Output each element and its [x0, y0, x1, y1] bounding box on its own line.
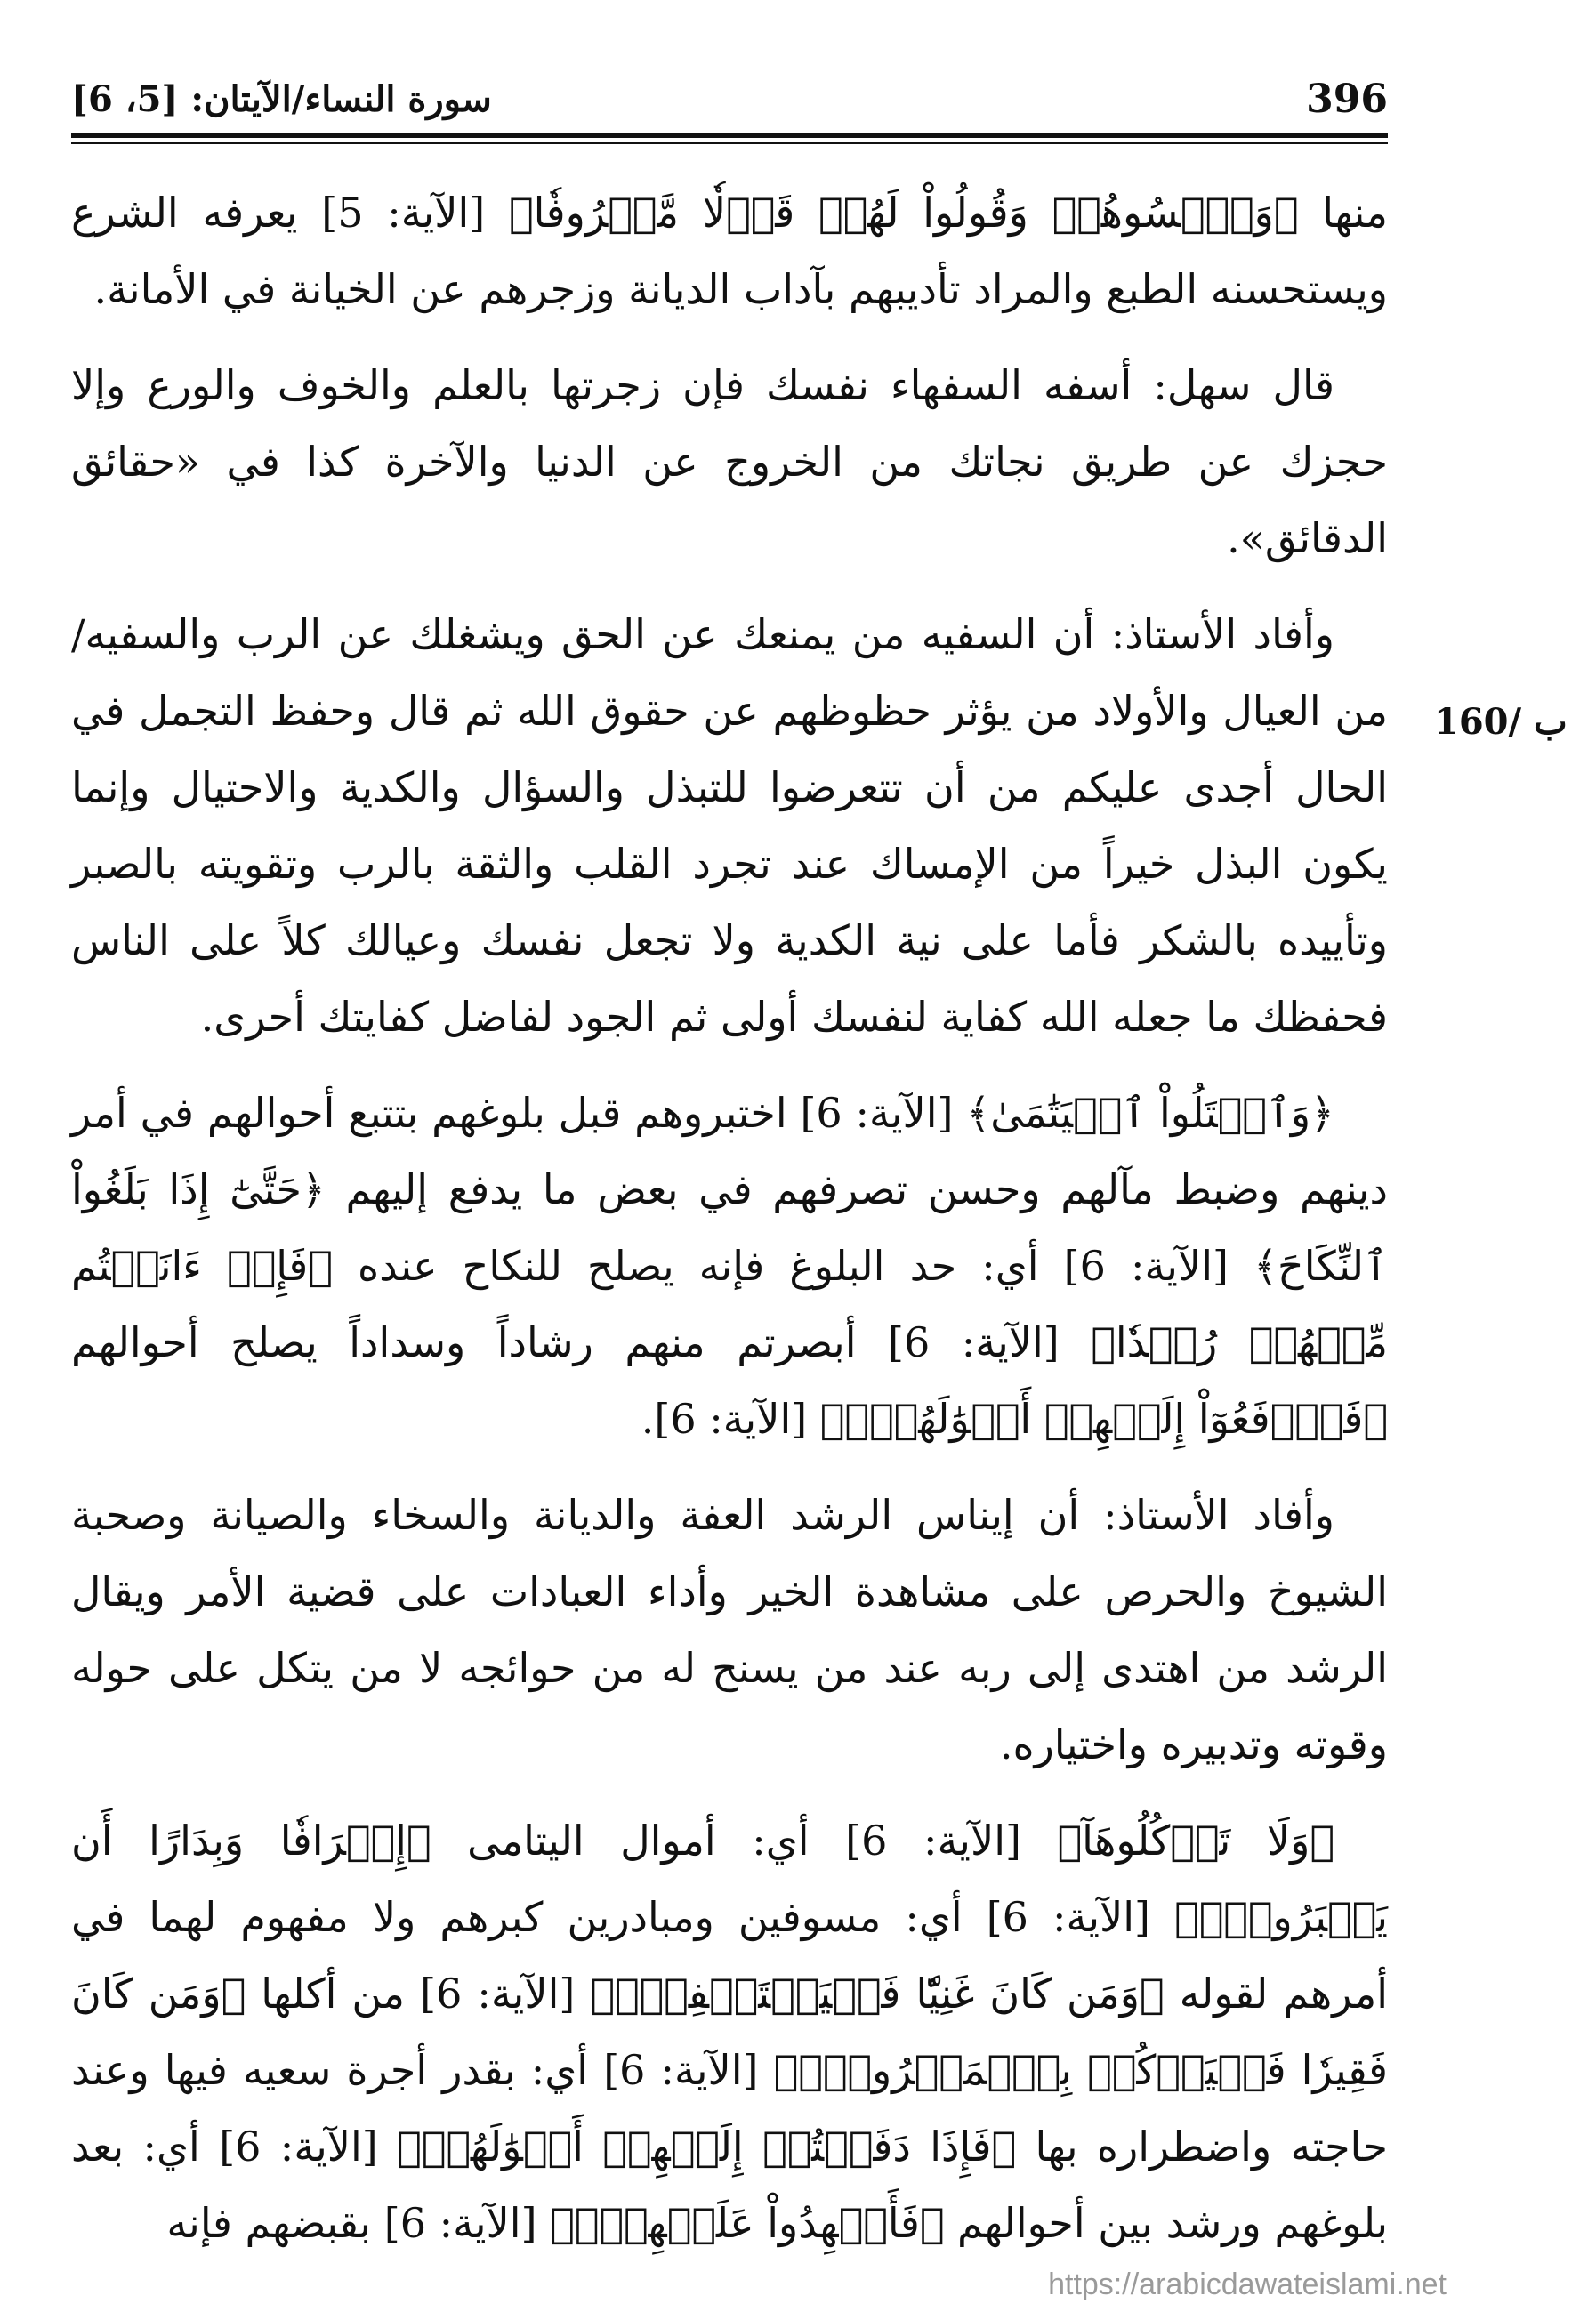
page-number: 396	[1306, 77, 1388, 122]
page-header	[71, 73, 1388, 126]
header-rule-thick	[71, 133, 1388, 138]
watermark-url: https://arabicdawateislami.net	[1048, 2268, 1447, 2301]
running-head: سورة النساء/الآيتان: [5، 6]	[71, 78, 492, 120]
main-text	[71, 174, 1388, 2281]
paragraph-1: منها ﴿وَٱكۡسُوهُمۡ وَقُولُواْ لَهُمۡ قَوۡلٗا مَّعۡرُوفٗا﴾ [الآية: 5] يعرفه الشرع ويستحسنه الطبع والمراد تأديبهم بآداب الديانة وزجرهم عن الخيانة في الأمانة.	[71, 189, 1388, 313]
paragraph-2: قال سهل: أسفه السفهاء نفسك فإن زجرتها بالعلم والخوف والورع وإلا حجزك عن طريق نجاتك من الخروج عن الدنيا والآخرة كذا في «حقائق الدقائق».	[71, 361, 1388, 562]
paragraph-4: ﴿وَٱبۡتَلُواْ ٱلۡيَتَٰمَىٰ﴾ [الآية: 6] اختبروهم قبل بلوغهم بتتبع أحوالهم في أمر دينهم وضبط مآلهم وحسن تصرفهم في بعض ما يدفع إليهم ﴿حَتَّىٰٓ إِذَا بَلَغُواْ ٱلنِّكَاحَ﴾ [الآية: 6] أي: حد البلوغ فإنه يصلح للنكاح عنده ﴿فَإِنۡ ءَانَسۡتُم مِّنۡهُمۡ رُشۡدٗا﴾ [الآية: 6] أبصرتم منهم رشاداً وسداداً يصلح أحوالهم ﴿فَٱدۡفَعُوٓاْ إِلَيۡهِمۡ أَمۡوَٰلَهُمۡۖ﴾ [الآية: 6].	[71, 1089, 1388, 1443]
manuscript-folio-note: 160/ ب	[1434, 701, 1568, 743]
paragraph-5: وأفاد الأستاذ: أن إيناس الرشد العفة والديانة والسخاء والصيانة وصحبة الشيوخ والحرص على مشاهدة الخير وأداء العبادات على قضية الأمر ويقال الرشد من اهتدى إلى ربه عند من يسنح له من حوائجه لا من يتكل على حوله وقوته وتدبيره واختياره.	[71, 1491, 1388, 1768]
paragraph-3: وأفاد الأستاذ: أن السفيه من يمنعك عن الحق ويشغلك عن الرب والسفيه/ من العيال والأولاد من يؤثر حظوظهم عن حقوق الله ثم قال وحفظ التجمل في الحال أجدى عليكم من أن تتعرضوا للتبذل والسؤال والكدية والاحتيال وإنما يكون البذل خيراً من الإمساك عند تجرد القلب والثقة بالرب وتقويته بالصبر وتأييده بالشكر فأما على نية الكدية ولا تجعل نفسك وعيالك كلاً على الناس فحفظك ما جعله الله كفاية لنفسك أولى ثم الجود لفاضل كفايتك أحرى.	[71, 610, 1388, 1041]
paragraph-6: ﴿وَلَا تَأۡكُلُوهَآ﴾ [الآية: 6] أي: أموال اليتامى ﴿إِسۡرَافٗا وَبِدَارًا أَن يَكۡبَرُواْۚ﴾ [الآية: 6] أي: مسوفين ومبادرين كبرهم ولا مفهوم لهما في أمرهم لقوله ﴿وَمَن كَانَ غَنِيّٗا فَلۡيَسۡتَعۡفِفۡۖ﴾ [الآية: 6] من أكلها ﴿وَمَن كَانَ فَقِيرٗا فَلۡيَأۡكُلۡ بِٱلۡمَعۡرُوفِۚ﴾ [الآية: 6] أي: بقدر أجرة سعيه فيها وعند حاجته واضطراره بها ﴿فَإِذَا دَفَعۡتُمۡ إِلَيۡهِمۡ أَمۡوَٰلَهُمۡ﴾ [الآية: 6] أي: بعد بلوغهم ورشد بين أحوالهم ﴿فَأَشۡهِدُواْ عَلَيۡهِمۡۚ﴾ [الآية: 6] بقبضهم فإنه	[71, 1817, 1389, 2247]
header-rule-thin	[71, 142, 1388, 144]
